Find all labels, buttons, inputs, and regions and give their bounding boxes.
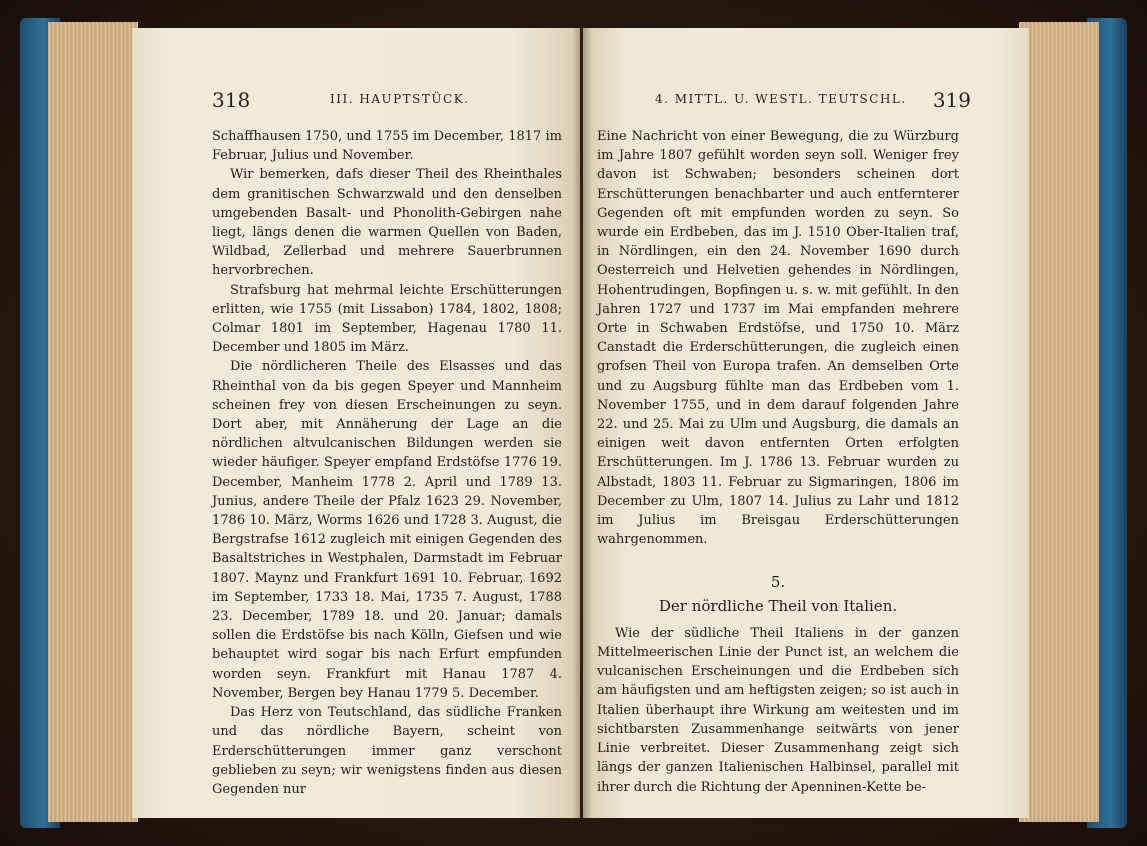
paragraph: Die nördlicheren Theile des Elsasses und das Rheinthal von da bis gegen Speyer und Mannheim scheinen frey von diesen Erscheinungen zu seyn. Dort aber, mit Annäherung der Lage an die nördlichen altvulcanischen Bildungen werden sie wieder häufiger. Speyer empfand Erdstöfse 1776 19. December, Manheim 1778 2. April und 1789 13. Junius, andere Theile der Pfalz 1623 29. November, 1786 10. März, Worms 1626 und 1728 3. August, die Bergstrafse 1612 zugleich mit einigen Gegenden des Basaltstriches in Westphalen, Darmstadt im Februar 1807. Maynz und Frankfurt 1691 10. Februar, 1692 im September, 1733 18. Mai, 1735 7. August, 1788 23. December, 1789 18. und 20. Januar; damals sollen die Erdstöfse bis nach Kölln, Giefsen und wie behauptet wird sogar bis nach Erfurt empfunden worden seyn. Frankfurt mit Hanau 1787 4. November, Bergen bey Hanau 1779 5. December. — [212, 359, 562, 701]
running-head: III. HAUPTSTÜCK. — [330, 92, 470, 106]
page-number: 319 — [932, 88, 971, 112]
paragraph: Schaffhausen 1750, und 1755 im December, 1817 im Februar, Julius und November. — [212, 129, 562, 164]
paragraph: Wir bemerken, dafs dieser Theil des Rheinthales dem granitischen Schwarzwald und den denselben umgebenden Basalt- und Phonolith-Gebirgen nahe liegt, längs denen die warmen Quellen von Baden, Wildbad, Zellerbad und mehrere Sauerbrunnen hervorbrechen. — [212, 167, 562, 279]
book-gutter — [572, 28, 592, 818]
section-title: Der nördliche Theil von Italien. — [658, 596, 898, 615]
paragraph: Eine Nachricht von einer Bewegung, die zu Würzburg im Jahre 1807 gefühlt worden seyn soll. Weniger frey davon ist Schwaben; besonders scheinen dort Erschütterungen benachbarter und auch entfernterer Gegenden oft mit empfunden worden zu seyn. So wurde ein Erdbeben, das im J. 1510 Ober-Italien traf, in Nördlingen, ein den 24. November 1690 durch Oesterreich und Helvetien gehendes in Nördlingen, Hohentrudingen, Bopfingen u. s. w. mit gefühlt. In den Jahren 1727 und 1737 im Mai empfanden mehrere Orte in Schwaben Erdstöfse, und 1750 10. März Canstadt die Erderschütterungen, die zugleich einen grofsen Theil von Europa trafen. An demselben Orte und zu Augsburg fühlte man das Erdbeben vom 1. November 1755, und in dem darauf folgenden Jahre 22. und 25. Mai zu Ulm und Augsburg, die damals an einigen weit davon entfernten Orten erfolgten Erschütterungen. Im J. 1786 13. Februar wurden zu Albstadt, 1803 11. Februar zu Sigmaringen, 1806 im December zu Ulm, 1807 14. Julius zu Lahr und 1812 im Julius im Breisgau Erderschütterungen wahrgenommen. — [597, 129, 959, 548]
paragraph: Das Herz von Teutschland, das südliche Franken und das nördliche Bayern, scheint von Erderschütterungen immer ganz verschont geblieben zu seyn; wir wenigstens finden aus diesen Gegenden nur — [212, 705, 562, 797]
left-page — [132, 28, 580, 818]
section-number: 5. — [770, 573, 786, 592]
left-page-body — [212, 127, 562, 799]
page-edges-left — [48, 22, 138, 822]
paragraph: Strafsburg hat mehrmal leichte Erschütterungen erlitten, wie 1755 (mit Lissabon) 1784, 1802, 1808; Colmar 1801 im September, Hagenau 1780 11. December und 1805 im März. — [212, 282, 562, 356]
running-head: 4. MITTL. U. WESTL. TEUTSCHL. — [655, 92, 907, 106]
page-edges-right — [1019, 22, 1099, 822]
right-page-body — [597, 127, 959, 797]
page-number: 318 — [212, 88, 251, 112]
right-page — [583, 28, 1029, 818]
paragraph: Wie der südliche Theil Italiens in der ganzen Mittelmeerischen Linie der Punct ist, an welchem die vulcanischen Erscheinungen und die Erdbeben sich am häufigsten und am heftigsten zeigen; so ist auch in Italien überhaupt ihre Wirkung am weitesten und im sichtbarsten Zusammenhange seitwärts von jener Linie verbreitet. Dieser Zusammenhang zeigt sich längs der ganzen Italienischen Halbinsel, parallel mit ihrer durch die Richtung der Apenninen-Kette be- — [597, 625, 959, 795]
